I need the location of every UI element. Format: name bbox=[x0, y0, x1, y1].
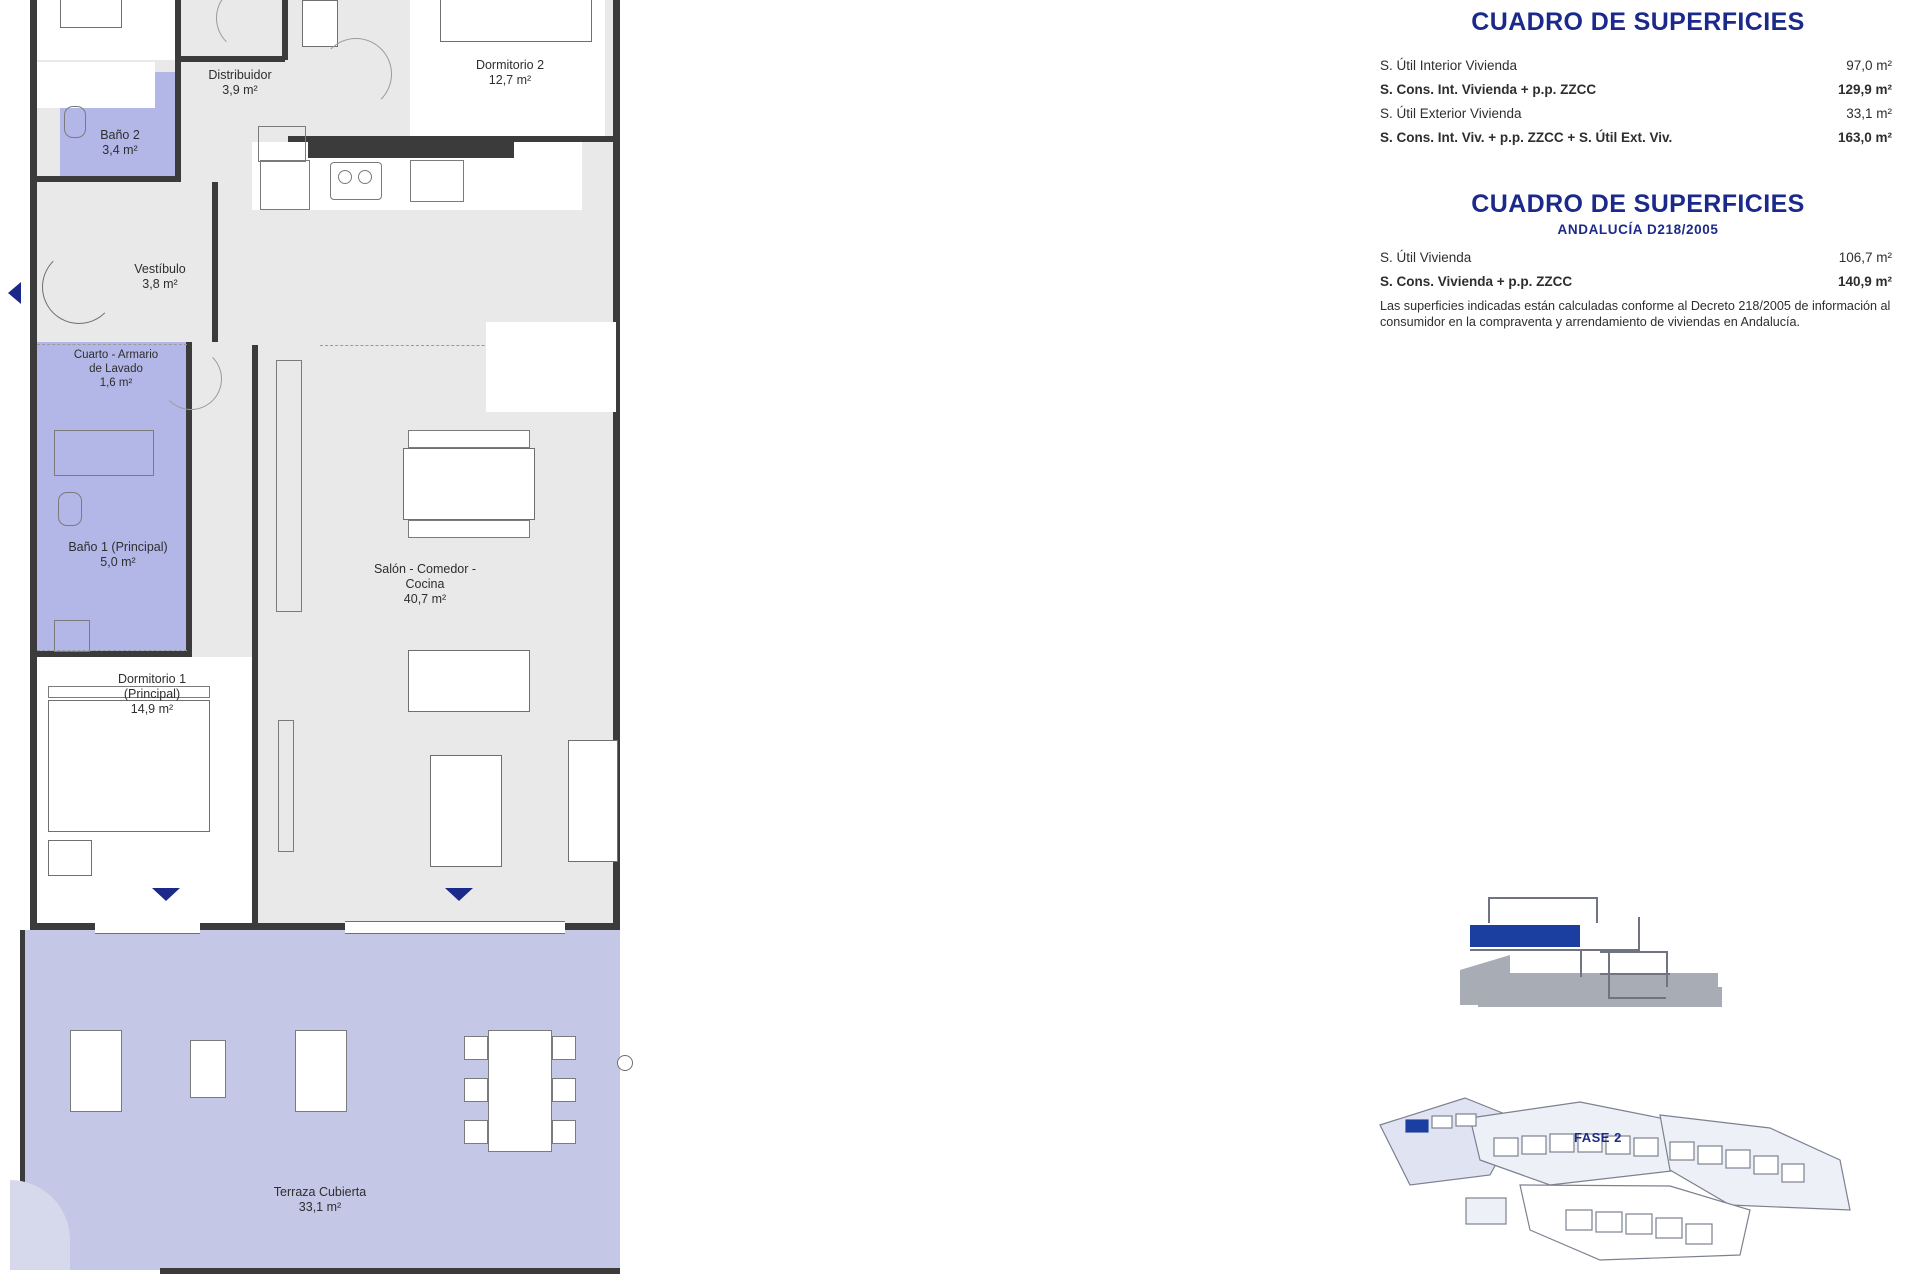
terrace-chair-1 bbox=[464, 1036, 488, 1060]
salon-upper-white bbox=[486, 322, 616, 412]
closet-top-left bbox=[60, 0, 122, 28]
row-label: S. Cons. Vivienda + p.p. ZZCC bbox=[1380, 274, 1573, 289]
surfaces-row bbox=[1380, 82, 1892, 97]
sketch-mass-right bbox=[1666, 987, 1722, 1007]
wall-bano2-right bbox=[175, 62, 181, 182]
terrace-chair-3 bbox=[464, 1120, 488, 1144]
wardrobe-dormitorio2 bbox=[302, 0, 338, 47]
phase-label: FASE 2 bbox=[1574, 1130, 1622, 1145]
terrace-chair-6 bbox=[552, 1120, 576, 1144]
sketch-highlight-unit bbox=[1470, 925, 1580, 947]
sink-bano1 bbox=[54, 620, 90, 652]
door-arc-bano1 bbox=[160, 348, 222, 410]
dormitorio1-label: Dormitorio 1 (Principal) 14,9 m² bbox=[117, 672, 187, 716]
surfaces-row bbox=[1380, 106, 1892, 121]
wall-bano2-bottom bbox=[37, 176, 181, 182]
hob-burner-1 bbox=[338, 170, 352, 184]
legal-note: Las superficies indicadas están calculadas conforme al Decreto 218/2005 de información al consumidor en la compraventa y arrendamiento de viviendas en Andalucía. bbox=[1380, 299, 1891, 329]
window-arrow-salon-icon bbox=[445, 888, 473, 901]
surfaces-row bbox=[1380, 58, 1892, 73]
surfaces-title-2-wrap bbox=[1378, 190, 1898, 237]
kitchen-sink bbox=[410, 160, 464, 202]
row-value: 33,1 m² bbox=[1846, 106, 1892, 121]
row-label: S. Cons. Int. Viv. + p.p. ZZCC + S. Útil Ext. Viv. bbox=[1380, 130, 1673, 145]
dining-chairs-top bbox=[408, 430, 530, 448]
terrace-column-icon bbox=[617, 1055, 633, 1071]
distribuidor-label: Distribuidor 3,9 m² bbox=[208, 68, 272, 97]
sketch-line-7 bbox=[1600, 951, 1668, 953]
surfaces-title-2: CUADRO DE SUPERFICIES bbox=[1471, 190, 1805, 218]
wall-distribuidor-left bbox=[175, 0, 181, 62]
armchair-salon bbox=[430, 755, 502, 867]
bed-dormitorio2 bbox=[440, 0, 592, 42]
sketch-line-3 bbox=[1596, 897, 1598, 923]
dining-table bbox=[403, 448, 535, 520]
terrace-table-small bbox=[190, 1040, 226, 1098]
door-column-salon bbox=[278, 720, 294, 852]
salon-label: Salón - Comedor - Cocina 40,7 m² bbox=[373, 562, 477, 606]
dashed-line-lower bbox=[37, 650, 187, 651]
sketch-line-9 bbox=[1600, 973, 1670, 975]
sketch-line-6 bbox=[1580, 951, 1582, 977]
wall-distribuidor-right bbox=[175, 56, 285, 62]
row-value: 140,9 m² bbox=[1837, 274, 1892, 289]
row-label: S. Útil Exterior Vivienda bbox=[1380, 106, 1522, 121]
bano1-label: Baño 1 (Principal) 5,0 m² bbox=[68, 540, 168, 569]
vestibulo-label: Vestíbulo 3,8 m² bbox=[134, 262, 186, 291]
side-unit-salon bbox=[568, 740, 618, 862]
entry-door-arc bbox=[42, 250, 116, 324]
sketch-line-1 bbox=[1488, 897, 1598, 899]
surfaces-subtitle-2: ANDALUCÍA D218/2005 bbox=[1557, 222, 1719, 237]
building-section-sketch bbox=[1460, 895, 1880, 1055]
dormitorio2-label: Dormitorio 2 12,7 m² bbox=[475, 58, 545, 87]
wall-vestibulo-right bbox=[212, 182, 218, 342]
sketch-line-2 bbox=[1488, 897, 1490, 923]
dining-chairs-bottom bbox=[408, 520, 530, 538]
wall-dorm1-right bbox=[252, 345, 258, 923]
terrace-wall-bottom bbox=[160, 1268, 620, 1274]
surfaces-table-1 bbox=[1380, 58, 1892, 154]
terraza-label: Terraza Cubierta 33,1 m² bbox=[273, 1185, 367, 1214]
row-value: 129,9 m² bbox=[1837, 82, 1892, 97]
bed-dormitorio1 bbox=[48, 700, 210, 832]
surfaces-title-1: CUADRO DE SUPERFICIES bbox=[1471, 8, 1805, 36]
row-label: S. Útil Interior Vivienda bbox=[1380, 58, 1518, 73]
entry-arrow-icon bbox=[8, 282, 21, 304]
shower-bano1 bbox=[54, 430, 154, 476]
surfaces-row bbox=[1380, 130, 1892, 145]
surfaces-panel bbox=[1370, 0, 1900, 1280]
row-label: S. Útil Vivienda bbox=[1380, 250, 1472, 265]
terrace-chair-2 bbox=[464, 1078, 488, 1102]
kitchen-cabinet-2 bbox=[258, 126, 306, 162]
hob-burner-2 bbox=[358, 170, 372, 184]
sketch-line-5 bbox=[1638, 917, 1640, 951]
terrace-lounger-1 bbox=[70, 1030, 122, 1112]
wardrobe-column bbox=[276, 360, 302, 612]
terrace-chair-5 bbox=[552, 1078, 576, 1102]
kitchen-cabinet-1 bbox=[260, 160, 310, 210]
kitchen-back-wall bbox=[308, 142, 514, 158]
door-arc-dormitorio2 bbox=[320, 38, 392, 110]
terrace-dining-table bbox=[488, 1030, 552, 1152]
wall-bano1-right bbox=[186, 412, 192, 657]
window-opening-living bbox=[345, 921, 565, 934]
sofa-salon bbox=[408, 650, 530, 712]
terrace-chair-4 bbox=[552, 1036, 576, 1060]
surfaces-table-2 bbox=[1380, 250, 1892, 330]
site-map-svg bbox=[1370, 1090, 1900, 1280]
floor-plan bbox=[20, 0, 640, 1280]
terrace-lounger-2 bbox=[295, 1030, 347, 1112]
exterior-wall-left bbox=[30, 0, 37, 930]
row-value: 106,7 m² bbox=[1838, 250, 1892, 265]
toilet-bano1 bbox=[58, 492, 82, 526]
row-value: 97,0 m² bbox=[1846, 58, 1892, 73]
sketch-line-11 bbox=[1610, 997, 1670, 999]
row-label: S. Cons. Int. Vivienda + p.p. ZZCC bbox=[1380, 82, 1597, 97]
sketch-line-10 bbox=[1608, 953, 1610, 999]
kitchen-hob bbox=[330, 162, 382, 200]
site-map bbox=[1370, 1090, 1900, 1280]
surfaces-row bbox=[1380, 274, 1892, 289]
window-arrow-dorm1-icon bbox=[152, 888, 180, 901]
surfaces-row bbox=[1380, 250, 1892, 265]
bano2-fixture-strip bbox=[37, 62, 155, 108]
lavado-label: Cuarto - Armario de Lavado 1,6 m² bbox=[73, 349, 159, 389]
surfaces-title-1-wrap bbox=[1378, 8, 1898, 37]
bano2-label: Baño 2 3,4 m² bbox=[100, 128, 140, 157]
dashed-line-upper bbox=[37, 344, 187, 345]
nightstand-dorm1 bbox=[48, 840, 92, 876]
row-value: 163,0 m² bbox=[1837, 130, 1892, 145]
site-map-highlight-unit bbox=[1406, 1120, 1428, 1132]
